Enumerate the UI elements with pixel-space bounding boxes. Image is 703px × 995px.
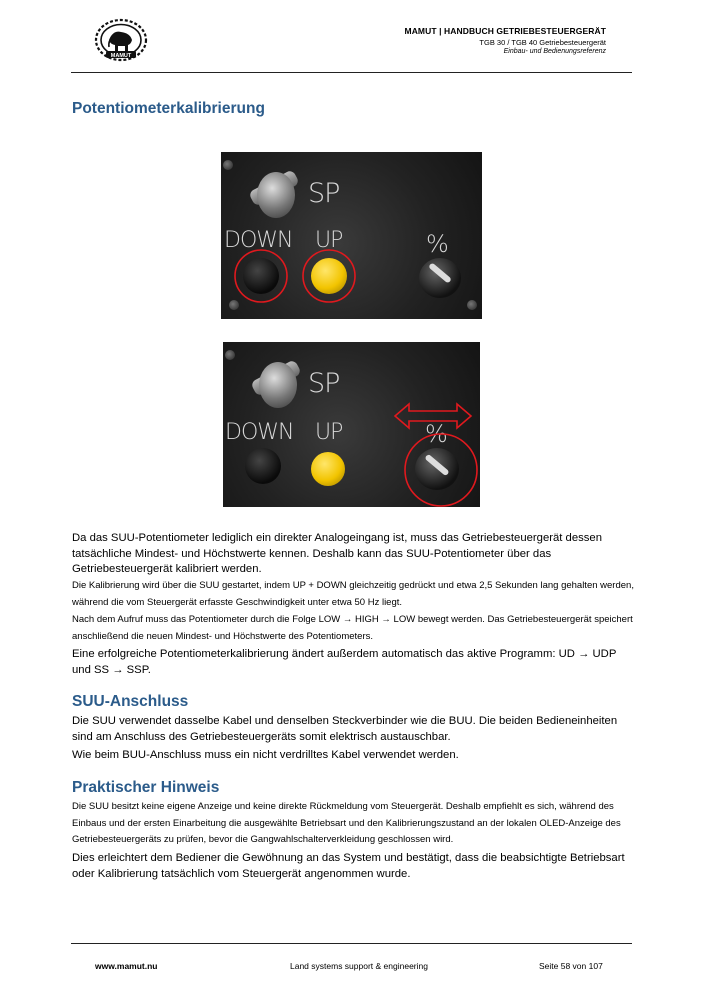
label-sp: SP xyxy=(308,178,340,209)
photo-calibration-buttons xyxy=(221,152,482,319)
document-title: MAMUT | HANDBUCH GETRIEBESTEUERGERÄT xyxy=(404,26,606,36)
document-subtitle: TGB 30 / TGB 40 Getriebesteuergerät xyxy=(479,38,606,47)
paragraph: Die SUU besitzt keine eigene Anzeige und keine direkte Rückmeldung vom Steuergerät. Deshalb empfiehlt es sich, während des Einbaus und der ersten Einarbeitung die ausgewählte Betriebsart und den Kalibrierungszustand an der lokalen OLED-Anzeige des Getriebesteuergeräts zu prüfen, bevor die Gangwahlschalterverkleidung geschlossen wird. xyxy=(72,801,621,845)
label-up: UP xyxy=(315,420,343,445)
label-percent: % xyxy=(425,420,447,448)
paragraph: Wie beim BUU-Anschluss muss ein nicht verdrilltes Kabel verwendet werden. xyxy=(72,749,459,761)
footer-website: www.mamut.nu xyxy=(95,961,158,971)
paragraph: Die Kalibrierung wird über die SUU gestartet, indem UP + DOWN gleichzeitig gedrückt und etwa 2,5 Sekunden lang gehalten werden, während die vom Steuergerät erfasste Geschwindigkeit unter etwa 50 Hz liegt. xyxy=(72,580,634,608)
label-down: DOWN xyxy=(224,228,293,253)
paragraph: Die SUU verwendet dasselbe Kabel und denselben Steckverbinder wie die BUU. Die beiden Bedieneinheiten sind am Anschluss des Getriebesteuergeräts somit elektrisch austauschbar. xyxy=(72,715,618,743)
page-number: Seite 58 von 107 xyxy=(539,961,603,971)
paragraph: Dies erleichtert dem Bediener die Gewöhnung an das System und bestätigt, dass die beabsichtigte Betriebsart oder Kalibrierung tatsächlich vom Steuergerät angenommen wurde. xyxy=(72,852,625,880)
highlight-circle-down xyxy=(235,250,287,302)
paragraph: Nach dem Aufruf muss das Potentiometer durch die Folge LOW → HIGH → LOW bewegt werden. Das Getriebesteuergerät speichert anschließend die neuen Mindest- und Höchstwerte des Potentiometers. xyxy=(72,614,633,642)
double-arrow-icon xyxy=(395,404,471,428)
footer-divider xyxy=(71,943,632,944)
label-percent: % xyxy=(426,230,448,258)
label-up: UP xyxy=(315,228,343,253)
highlight-circle-up xyxy=(303,250,355,302)
section-heading-tip: Praktischer Hinweis xyxy=(72,779,220,796)
header-divider xyxy=(71,72,632,73)
highlight-circle-knob xyxy=(405,434,477,506)
paragraph: Da das SUU-Potentiometer lediglich ein direkter Analogeingang ist, muss das Getriebesteuergerät dessen tatsächliche Mindest- und Höchstwerte kennen. Deshalb kann das SUU-Potentiometer über das Getriebesteuergerät kalibriert werden. xyxy=(72,532,602,576)
photo-potentiometer-movement xyxy=(223,342,480,507)
label-sp: SP xyxy=(308,368,340,399)
logo-text: MAMUT xyxy=(110,53,132,59)
label-down: DOWN xyxy=(225,420,294,445)
document-reference: Einbau- und Bedienungsreferenz xyxy=(503,48,606,55)
footer-tagline: Land systems support & engineering xyxy=(290,961,428,971)
paragraph: Eine erfolgreiche Potentiometerkalibrierung ändert außerdem automatisch das aktive Programm: UD → UDP und SS → SSP. xyxy=(72,648,617,676)
section-heading-calibration: Potentiometerkalibrierung xyxy=(72,100,265,117)
section-heading-connection: SUU-Anschluss xyxy=(72,693,189,710)
mamut-logo xyxy=(94,18,148,62)
